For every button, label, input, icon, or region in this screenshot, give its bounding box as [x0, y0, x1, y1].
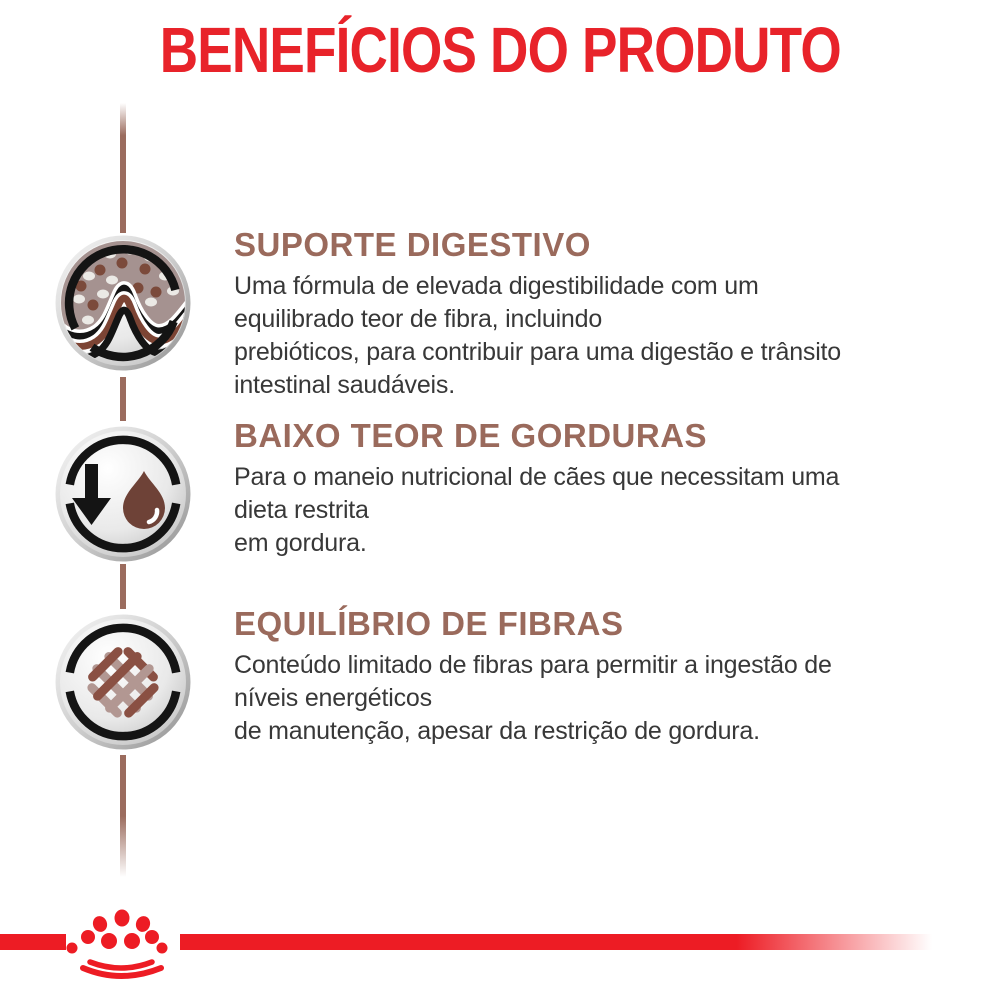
section-body-line: em gordura.: [234, 529, 367, 557]
section-body-line: prebióticos, para contribuir para uma digestão e trânsito: [234, 338, 841, 366]
section-body-line: níveis energéticos: [234, 684, 432, 712]
section-body-line: Conteúdo limitado de fibras para permitir a ingestão de: [234, 651, 832, 679]
timeline-segment-bottom: [120, 755, 126, 877]
section-body-line: intestinal saudáveis.: [234, 371, 455, 399]
section-heading: SUPORTE DIGESTIVO: [234, 226, 591, 263]
royal-canin-crown-icon: [64, 906, 170, 992]
section-heading: BAIXO TEOR DE GORDURAS: [234, 417, 708, 454]
digestive-support-icon: [55, 235, 191, 371]
footer-red-bar-right: [180, 934, 932, 950]
timeline-segment-top: [120, 103, 126, 233]
page-title-text: BENEFÍCIOS DO PRODUTO: [159, 14, 841, 86]
section-body-line: Para o maneio nutricional de cães que necessitam uma: [234, 463, 840, 491]
section-body-line: dieta restrita: [234, 496, 369, 524]
section-body-line: de manutenção, apesar da restrição de gordura.: [234, 717, 760, 745]
section-heading: EQUILÍBRIO DE FIBRAS: [234, 605, 624, 642]
section-suporte-digestivo: [234, 228, 979, 402]
section-baixo-teor-de-gorduras: [234, 419, 979, 560]
footer-red-bar-left: [0, 934, 66, 950]
timeline-segment-middle-2: [120, 564, 126, 609]
low-fat-icon: [55, 426, 191, 562]
section-body-line: equilibrado teor de fibra, incluindo: [234, 305, 603, 333]
timeline-segment-middle-1: [120, 377, 126, 421]
fibre-balance-icon: [55, 614, 191, 750]
page-title: [0, 14, 1000, 86]
section-body-line: Uma fórmula de elevada digestibilidade com um: [234, 272, 759, 300]
section-equilibrio-de-fibras: [234, 607, 979, 748]
